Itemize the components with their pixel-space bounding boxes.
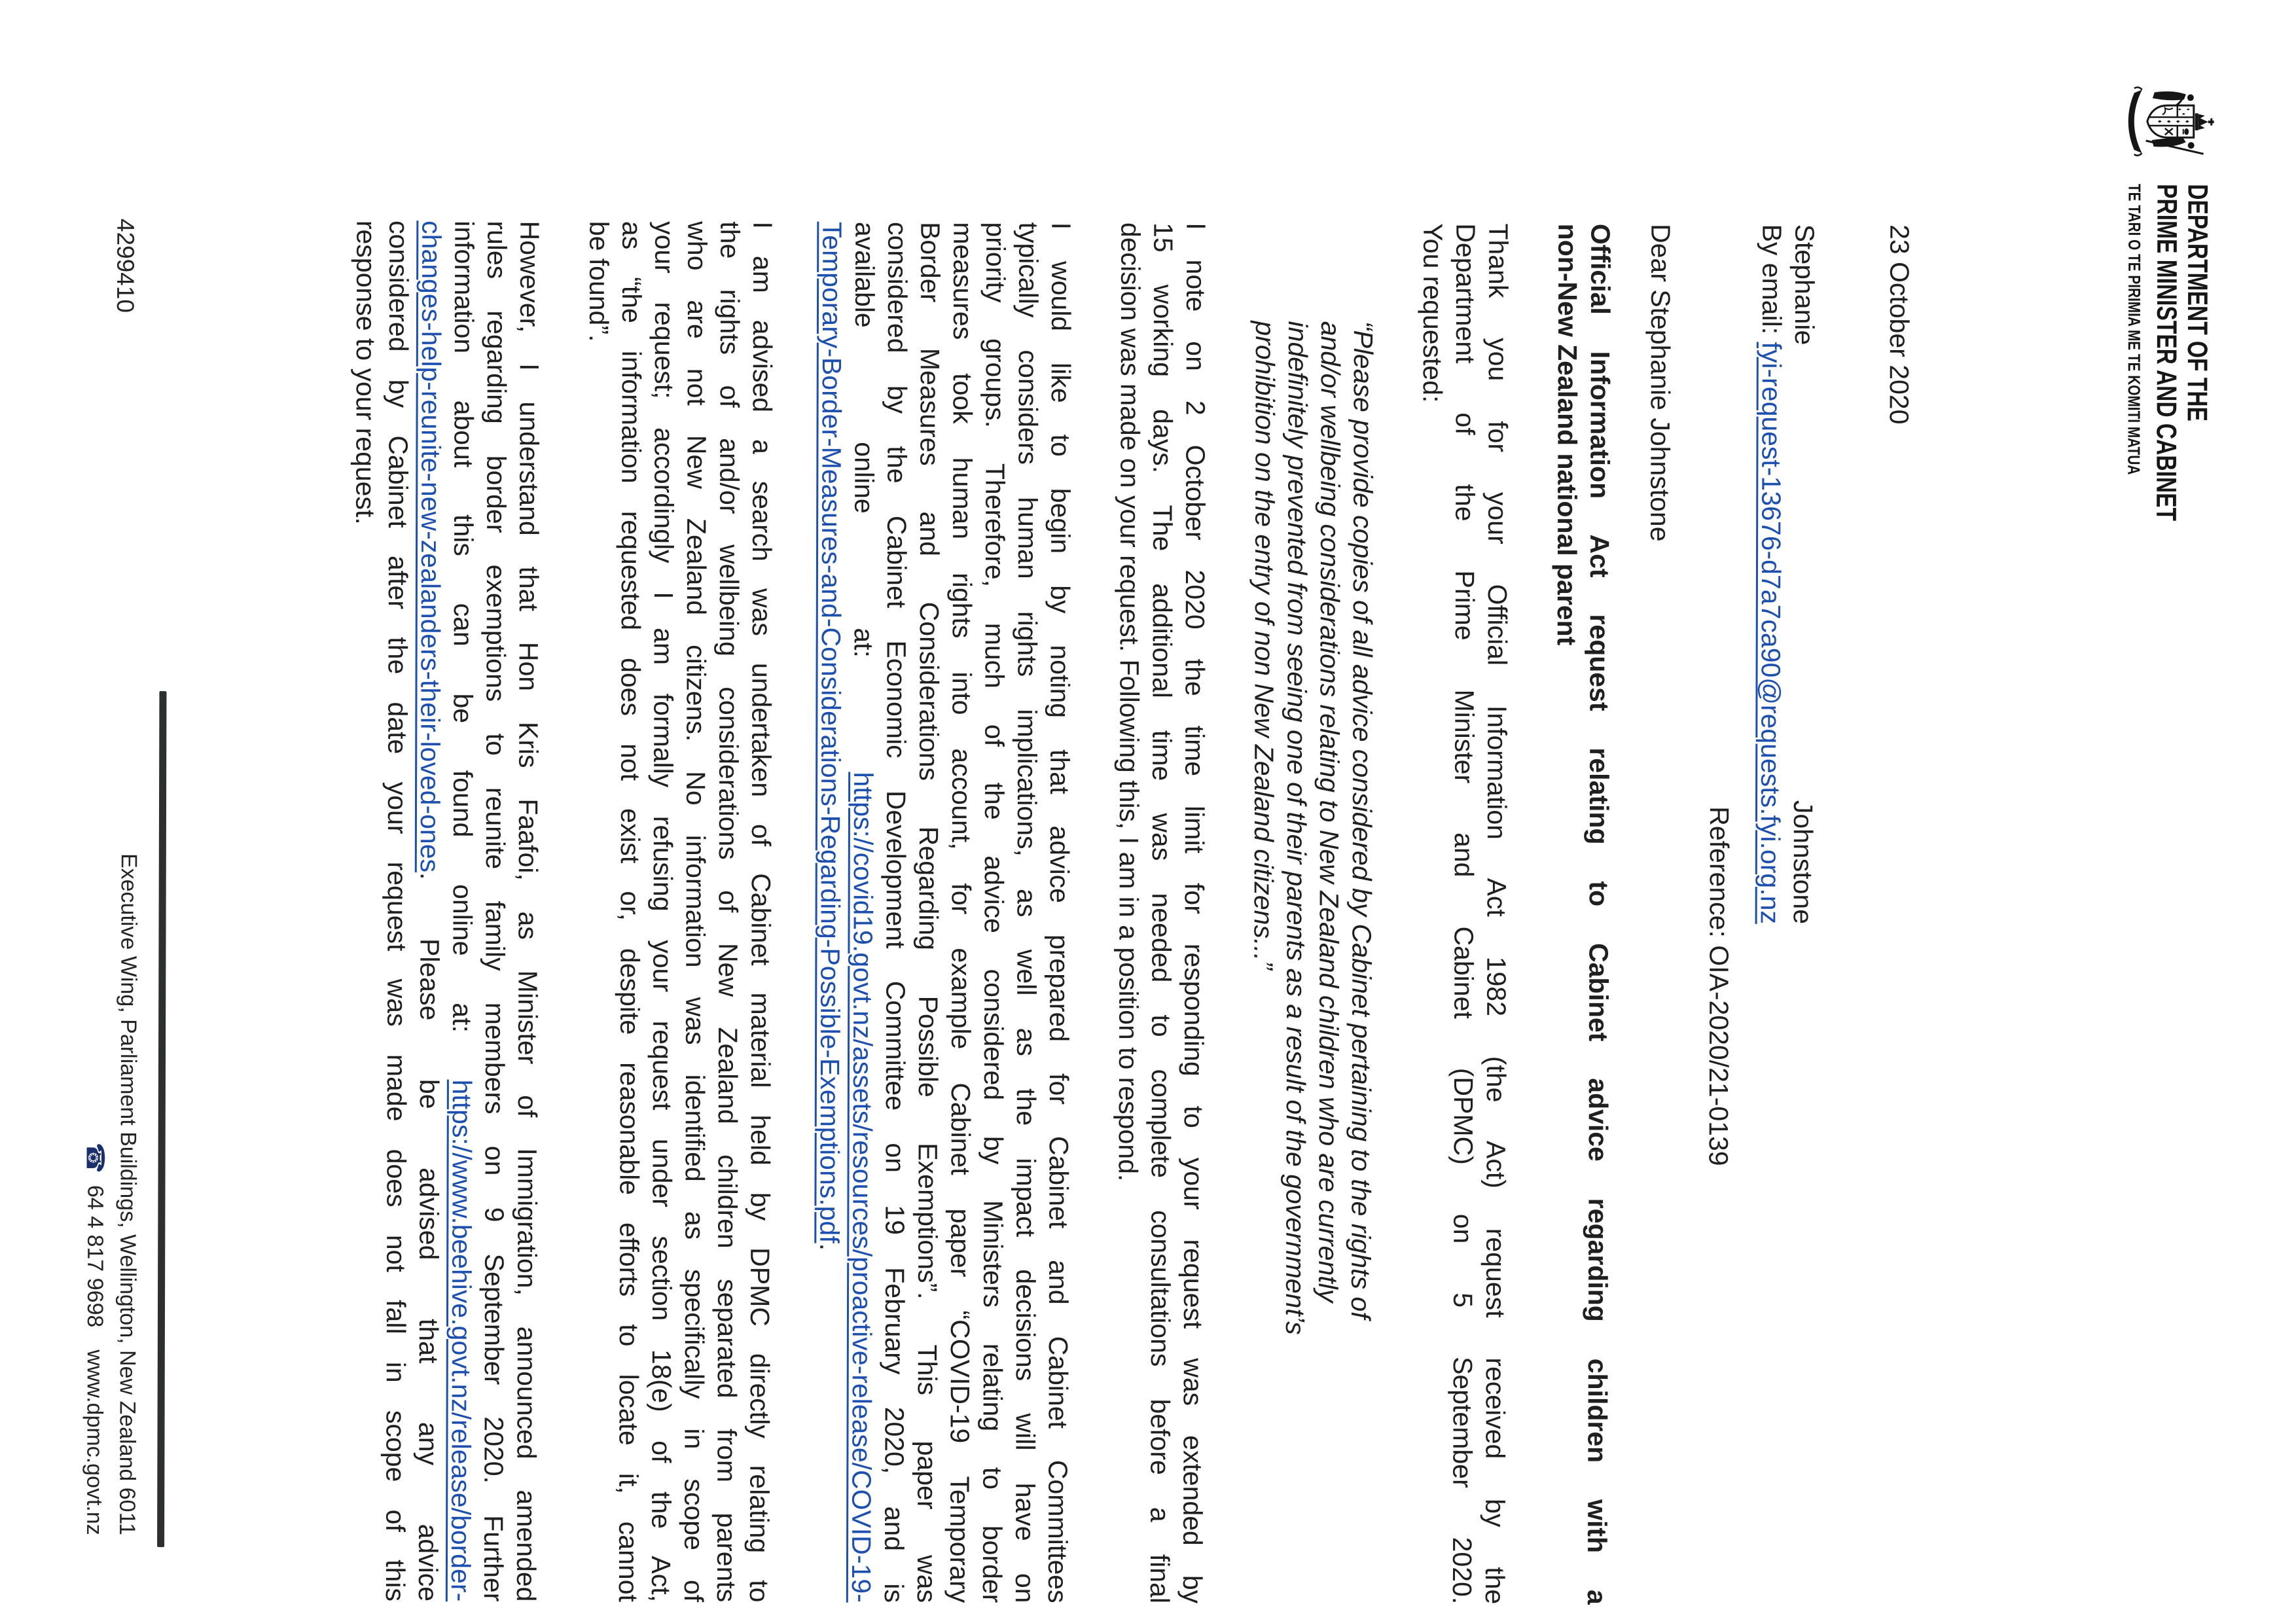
text-segment: I note on 2 October 2020 the time limit for responding to your request was extended by: [1177, 223, 1211, 1604]
footer-website: www.dpmc.govt.nz: [82, 1349, 107, 1535]
text-line: [1176, 223, 1213, 1603]
text-segment: .: [814, 1243, 845, 1251]
salutation: Dear Stephanie Johnstone: [1645, 223, 1676, 542]
text-segment: typically considers human rights implications, as well as the impact decisions will have on: [1009, 222, 1044, 1603]
text-line: [1446, 223, 1482, 1604]
text-segment: indefinitely prevented from seeing one of their parents as a result of the government’s: [1280, 321, 1313, 1335]
text-segment: 15 working days. The additional time was needed to complete consultations before a final: [1144, 222, 1179, 1604]
text-segment: considered by the Cabinet Economic Development Committee on 19 February 2020, and is: [878, 221, 913, 1603]
text-line: [1581, 224, 1617, 1605]
text-line: [1344, 321, 1380, 1467]
text-segment: You requested:: [1417, 223, 1448, 403]
document-number: 4299410: [111, 218, 139, 313]
paragraph-advice-background: [812, 222, 1078, 1603]
paragraph-acknowledgement: [1413, 223, 1515, 1604]
hyperlink[interactable]: changes-help-reunite-new-zealanders-their-loved-ones: [414, 221, 447, 873]
text-segment: By email:: [1756, 224, 1787, 342]
text-line: [645, 221, 681, 1602]
paragraph-refusal: [579, 221, 780, 1603]
text-segment: However, I understand that Hon Kris Faafoi, as Minister of Immigration, announced amended: [511, 221, 545, 1602]
text-segment: Official Information Act request relating to Cabinet advice regarding children with a: [1581, 223, 1616, 1605]
text-line: [812, 222, 849, 1603]
footer-phone: 64 4 817 9698: [82, 1185, 108, 1328]
footer-address: Executive Wing, Parliament Buildings, Wellington, New Zealand 6011: [115, 853, 141, 1535]
text-line: [444, 221, 481, 1601]
paragraph-extension: [1111, 223, 1213, 1603]
hyperlink[interactable]: Temporary-Border-Measures-and-Considerations-Regarding-Possible-Exemptions.pdf: [814, 221, 848, 1243]
text-line: [346, 221, 383, 1601]
hyperlink[interactable]: fyi-request-13676-d7a7ca90@requests.fyi.org.nz: [1755, 342, 1787, 925]
text-segment: Thank you for your Official Information Act 1982 (the Act) request received by the: [1479, 223, 1514, 1605]
letterhead: [2121, 77, 2214, 616]
hyperlink[interactable]: https://covid19.govt.nz/assets/resources/proactive-release/COVID-19-: [846, 772, 879, 1603]
reference-number: Reference: OIA-2020/21-0139: [1703, 806, 1735, 1166]
letterhead-line3: TE TARI O TE PIRIMIA ME TE KOMITI MATUA: [2124, 183, 2145, 475]
text-line: [612, 221, 649, 1602]
text-segment: be found”.: [583, 221, 615, 342]
text-segment: Stephanie Johnstone: [1787, 224, 1820, 925]
telephone-icon: ☎: [81, 1142, 109, 1173]
text-line: [1548, 224, 1585, 1605]
text-line: [1311, 321, 1347, 1467]
text-line: [1413, 223, 1450, 1604]
hyperlink[interactable]: https://www.beehive.govt.nz/release/border-: [445, 1079, 477, 1602]
text-segment: available online at:: [848, 221, 880, 772]
text-line: [976, 222, 1013, 1603]
text-line: [1246, 321, 1282, 1466]
text-line: [1754, 224, 1789, 924]
text-segment: I would like to begin by noting that advice prepared for Cabinet and Cabinet Committees: [1042, 222, 1077, 1603]
text-segment: rules regarding border exemptions to reunite family members on 9 September 2020. Further: [478, 221, 512, 1602]
letter-date: 23 October 2020: [1884, 224, 1915, 425]
text-segment: the rights of and/or wellbeing considerations of New Zealand children separated from parents: [711, 221, 745, 1603]
subject-heading: [1548, 224, 1617, 1605]
text-segment: Department of the Prime Minister and Cabinet (DPMC) on 5 September 2020.: [1446, 223, 1481, 1605]
text-line: [1143, 223, 1180, 1603]
text-line: [677, 221, 714, 1602]
text-segment: non-New Zealand national parent: [1551, 223, 1583, 646]
text-line: [1041, 223, 1078, 1603]
recipient-block: [1754, 224, 1821, 924]
scan-artifact-bar: [157, 691, 166, 1547]
text-segment: and/or wellbeing considerations relating to New Zealand children who are currently: [1313, 321, 1346, 1303]
text-segment: considered by Cabinet after the date your request was made does not fall in scope of this: [380, 220, 414, 1602]
text-segment: information about this can be found online at:: [446, 221, 480, 1080]
text-line: [1009, 222, 1045, 1603]
text-line: [1787, 224, 1821, 925]
text-segment: as “the information requested does not exist or, despite reasonable efforts to locate it, cannot: [613, 221, 647, 1602]
text-line: [1111, 223, 1147, 1603]
text-line: [379, 221, 416, 1601]
letterhead-text: [2123, 184, 2214, 616]
nz-coat-of-arms-icon: [2123, 77, 2214, 166]
text-segment: priority groups. Therefore, much of the advice considered by Ministers relating to border: [977, 222, 1011, 1603]
text-segment: . Please be advised that any advice: [412, 872, 445, 1602]
text-line: [910, 222, 947, 1603]
text-line: [845, 222, 882, 1603]
text-line: [477, 221, 514, 1601]
letter-body: [346, 221, 1617, 1605]
text-line: [1479, 223, 1515, 1604]
text-line: [743, 221, 780, 1602]
text-segment: your request; accordingly I am formally refusing your request under section 18(e) of the Act,: [645, 221, 680, 1603]
letter-footer: [77, 853, 145, 1535]
text-segment: “Please provide copies of all advice considered by Cabinet pertaining to the rights of: [1345, 321, 1378, 1319]
text-line: [579, 221, 616, 1602]
letterhead-line2: PRIME MINISTER AND CABINET: [2150, 184, 2183, 522]
paragraph-border-exemptions: [346, 221, 547, 1602]
text-line: [412, 221, 448, 1601]
text-segment: Border Measures and Considerations Regarding Possible Exemptions”. This paper was: [911, 222, 946, 1603]
text-line: [1278, 321, 1314, 1467]
text-segment: prohibition on the entry of non New Zealand citizens...”: [1248, 321, 1280, 970]
text-line: [878, 222, 914, 1603]
text-line: [710, 221, 747, 1602]
request-quote: [1246, 321, 1380, 1467]
text-line: [510, 221, 547, 1601]
text-segment: who are not New Zealand citizens. No information was identified as specifically in scope of: [678, 221, 713, 1603]
letterhead-line1: DEPARTMENT OF THE: [2181, 184, 2214, 421]
text-segment: decision was made on your request. Following this, I am in a position to respond.: [1113, 222, 1146, 1182]
recipient-block: [1754, 224, 1821, 924]
text-segment: response to your request.: [350, 220, 382, 525]
text-segment: measures took human rights into account, for example Cabinet paper “COVID-19 Temporary: [944, 222, 978, 1603]
text-segment: I am advised a search was undertaken of Cabinet material held by DPMC directly relating to: [744, 221, 778, 1603]
text-line: [943, 222, 980, 1603]
footer-contact-line: [77, 853, 113, 1535]
